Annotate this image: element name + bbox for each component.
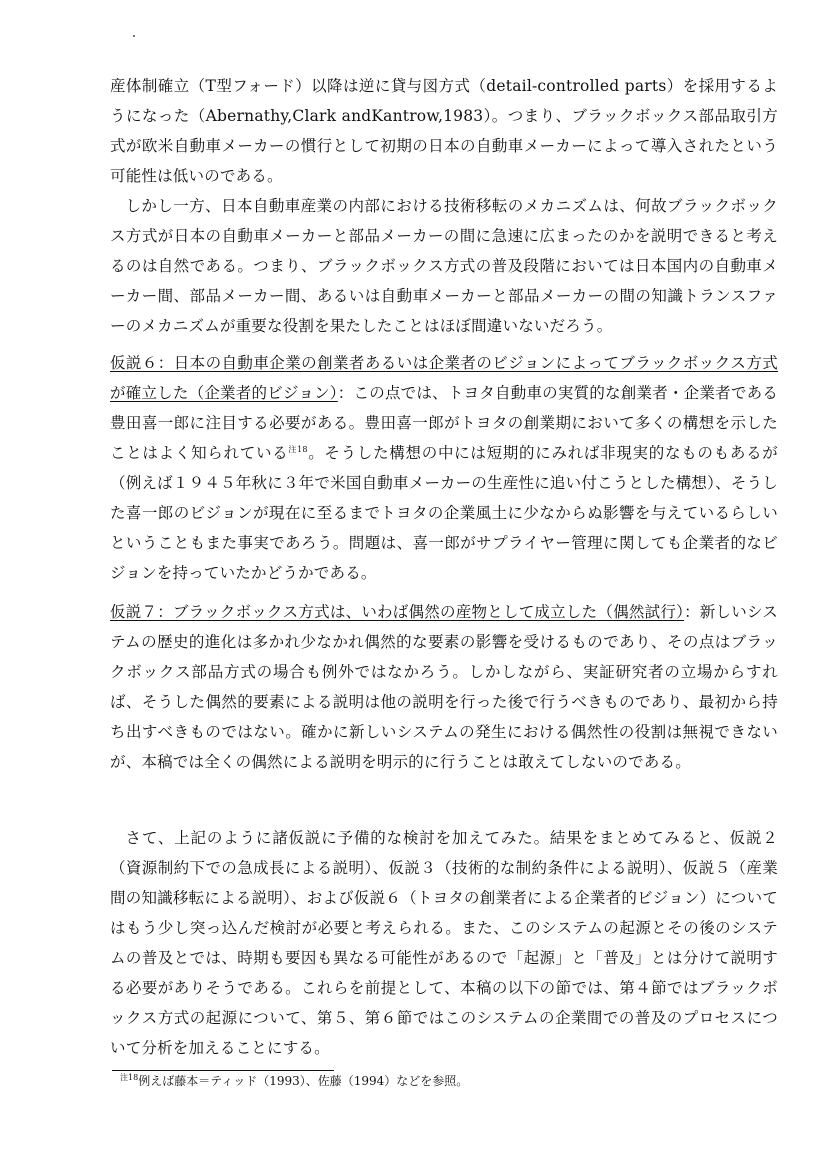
footnote-mark: 注18 (120, 1073, 139, 1082)
summary-paragraph: さて、上記のように諸仮説に予備的な検討を加えてみた。結果をまとめてみると、仮説２（資源制約下での急成長による説明）、仮説３（技術的な制約条件による説明）、仮説５（産業間の知識移転による説明）、および仮説６（トヨタの創業者による企業者的ビジョン）についてはもう少し突っ込んだ検討が必要と考えられる。また、このシステムの起源とその後のシステムの普及とでは、時期も要因も異なる可能性があるので「起源」と「普及」とは分けて説明する必要がありそうである。これらを前提として、本稿の以下の節では、第４節ではブラックボックス方式の起源について、第５、第６節ではこのシステムの企業間での普及のプロセスについて分析を加えることにする。 (110, 829, 778, 1057)
hypothesis-7-heading: 仮説７：ブラックボックス方式は、いわば偶然の産物として成立した（偶然試行） (110, 603, 685, 621)
hypothesis-6 (110, 348, 778, 588)
footnote-text: 例えば藤本＝ティッド（1993）、佐藤（1994）などを参照。 (138, 1074, 469, 1088)
paragraph-1: 産体制確立（T型フォード）以降は逆に貸与図方式（detail-controlled parts）を採用するようになった（Abernathy,Clark andKantrow,1983）。つまり、ブラックボックス部品取引方式が欧米自動車メーカーの慣行として初期の日本の自動車メーカーによって導入されたという可能性は低いのである。 (110, 77, 778, 185)
hypothesis-7-body: ：新しいシステムの歴史的進化は多かれ少なかれ偶然的な要素の影響を受けるものであり、その点はブラックボックス部品方式の場合も例外ではなかろう。しかしながら、実証研究者の立場からすれば、そうした偶然的要素による説明は他の説明を行った後で行うべきものであり、最初から持ち出すべきものではない。確かに新しいシステムの発生における偶然性の役割は無視できないが、本稿では全くの偶然による説明を明示的に行うことは敢えてしないのである。 (110, 603, 778, 771)
footnote-ref: 注18 (288, 444, 308, 454)
paragraph-2: しかし一方、日本自動車産業の内部における技術移転のメカニズムは、何故ブラックボックス方式が日本の自動車メーカーと部品メーカーの間に急速に広まったのかを説明できると考えるのは自然である。つまり、ブラックボックス方式の普及段階においては日本国内の自動車メーカー間、部品メーカー間、あるいは自動車メーカーと部品メーカーの間の知識トランスファーのメカニズムが重要な役割を果たしたことはほぼ間違いないだろう。 (110, 197, 778, 335)
hypothesis-6-body-b: 。そうした構想の中には短期的にみれば非現実的なものもあるが（例えば１９４５年秋に３年で米国自動車メーカーの生産性に追い付こうとした構想）、そうした喜一郎のビジョンが現在に至るまでトヨタの企業風土に少なからぬ影響を与えているらしいということもまた事実であろう。問題は、喜一郎がサプライヤー管理に関しても企業者的なビジョンを持っていたかどうかである。 (110, 444, 778, 582)
hypothesis-7 (110, 597, 778, 777)
footnote (120, 1072, 720, 1090)
hypothesis-6-body-a: ：この点では、トヨタ自動車の実質的な創業者・企業者である豊田喜一郎に注目する必要がある。豊田喜一郎がトヨタの創業期において多くの構想を示したことはよく知られている (110, 384, 778, 462)
scan-speck (133, 35, 135, 37)
footnote-divider (112, 1070, 334, 1071)
hypothesis-6-heading: 仮説６：日本の自動車企業の創業者あるいは企業者のビジョンによってブラックボックス方式が確立した（企業者的ビジョン） (110, 354, 778, 402)
